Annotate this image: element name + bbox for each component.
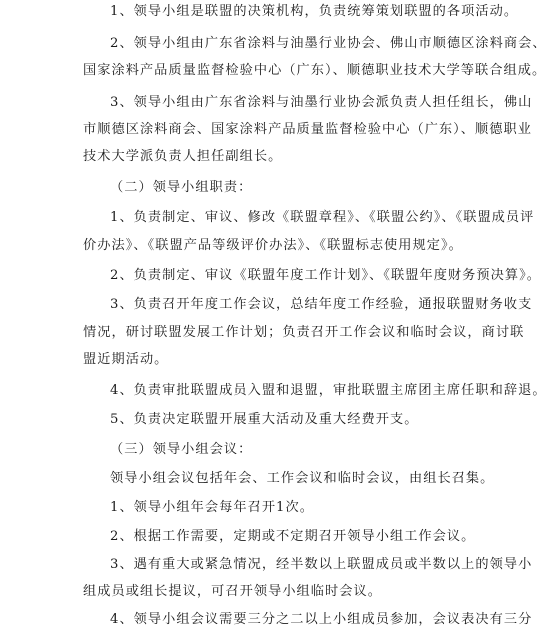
paragraph-line: 盟近期活动。 <box>83 352 169 367</box>
paragraph-line: 3、遇有重大或紧急情况，经半数以上联盟成员或半数以上的领导小 <box>110 557 533 572</box>
paragraph-line: 1、负责制定、审议、修改《联盟章程》、《联盟公约》、《联盟成员评 <box>110 210 535 225</box>
paragraph-line: 组成员或组长提议，可召开领导小组临时会议。 <box>83 584 382 599</box>
paragraph-line: 3、负责召开年度工作会议，总结年度工作经验，通报联盟财务收支 <box>110 297 533 312</box>
paragraph-line: 5、负责决定联盟开展重大活动及重大经费开支。 <box>110 412 419 427</box>
paragraph-line: 市顺德区涂料商会、国家涂料产品质量监督检验中心（广东）、顺德职业 <box>83 122 532 137</box>
paragraph-line: 4、领导小组会议需要三分之二以上小组成员参加，会议表决有三分 <box>110 612 533 627</box>
paragraph-line: 1、领导小组年会每年召开1次。 <box>110 500 314 515</box>
paragraph-line: 2、领导小组由广东省涂料与油墨行业协会、佛山市顺德区涂料商会、 <box>110 36 547 51</box>
paragraph-line: 领导小组会议包括年会、工作会议和临时会议，由组长召集。 <box>110 471 495 486</box>
paragraph-line: 4、负责审批联盟成员入盟和退盟，审批联盟主席团主席任职和辞退。 <box>110 383 547 398</box>
paragraph-line: 1、领导小组是联盟的决策机构，负责统筹策划联盟的各项活动。 <box>110 4 519 19</box>
paragraph-line: 3、领导小组由广东省涂料与油墨行业协会派负责人担任组长，佛山 <box>110 95 533 110</box>
paragraph-line: 价办法》、《联盟产品等级评价办法》、《联盟标志使用规定》。 <box>83 238 463 253</box>
paragraph-line: 2、负责制定、审议《联盟年度工作计划》、《联盟年度财务预决算》。 <box>110 268 541 283</box>
paragraph-line: 技术大学派负责人担任副组长。 <box>83 149 283 164</box>
paragraph-line: 国家涂料产品质量监督检验中心（广东）、顺德职业技术大学等联合组成。 <box>83 63 547 78</box>
paragraph-line: 2、根据工作需要，定期或不定期召开领导小组工作会议。 <box>110 529 476 544</box>
section-heading: （二）领导小组职责： <box>110 180 253 195</box>
section-heading: （三）领导小组会议： <box>110 442 253 457</box>
paragraph-line: 情况，研讨联盟发展工作计划；负责召开工作会议和临时会议，商讨联 <box>83 325 525 340</box>
